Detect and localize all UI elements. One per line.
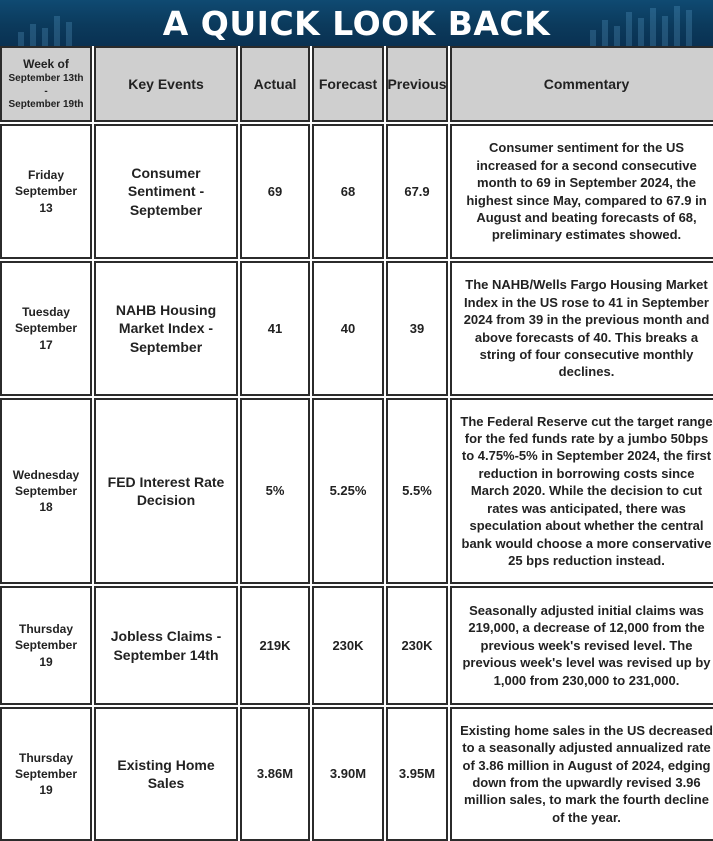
row-4-forecast: 230K [312, 586, 384, 705]
header-week [0, 46, 92, 122]
row-1-previous: 67.9 [386, 124, 448, 259]
header-commentary: Commentary [450, 46, 713, 122]
row-1-week [0, 124, 92, 259]
row-2-commentary: The NAHB/Wells Fargo Housing Market Index in the US rose to 41 in September 2024 from 39 in the previous month and above forecasts of 40. This breaks a string of four consecutive monthly declines. [450, 261, 713, 396]
row-2-event: NAHB Housing Market Index - September [94, 261, 238, 396]
row-4-week [0, 586, 92, 705]
header-forecast: Forecast [312, 46, 384, 122]
row-5-date: September 19 [14, 766, 78, 798]
row-1-actual: 69 [240, 124, 310, 259]
header-actual: Actual [240, 46, 310, 122]
row-4-commentary: Seasonally adjusted initial claims was 219,000, a decrease of 12,000 from the previous week's revised level. The previous week's level was revised up by 1,000 from 230,000 to 231,000. [450, 586, 713, 705]
row-2-previous: 39 [386, 261, 448, 396]
row-4-actual: 219K [240, 586, 310, 705]
row-2-day: Tuesday [22, 305, 70, 320]
row-1-day: Friday [27, 168, 64, 183]
row-3-commentary: The Federal Reserve cut the target range for the fed funds rate by a jumbo 50bps to 4.75%-5% in September 2024, the first reduction in borrowing costs since March 2020. While the decision to cut rates was anticipated, there was speculation about whether the central bank would choose a more conservative 25 bps reduction instead. [450, 398, 713, 584]
page-title: A QUICK LOOK BACK [162, 3, 551, 43]
row-3-day: Wednesday [12, 467, 80, 482]
row-5-event: Existing Home Sales [94, 707, 238, 841]
header-week-label: Week of [23, 56, 69, 71]
header-key-events: Key Events [94, 46, 238, 122]
events-table [0, 46, 713, 831]
row-3-previous: 5.5% [386, 398, 448, 584]
row-2-date: September 17 [14, 321, 78, 352]
row-5-day: Thursday [18, 750, 73, 765]
row-2-week [0, 261, 92, 396]
row-3-week [0, 398, 92, 584]
title-banner [0, 0, 713, 46]
row-4-event: Jobless Claims - September 14th [94, 586, 238, 705]
row-1-forecast: 68 [312, 124, 384, 259]
row-5-commentary: Existing home sales in the US decreased to a seasonally adjusted annualized rate of 3.86 million in August of 2024, edging down from the upwardly revised 3.96 million sales, to mark the fourth decline of the year. [450, 707, 713, 841]
row-3-event: FED Interest Rate Decision [94, 398, 238, 584]
row-3-date: September 18 [14, 483, 78, 515]
row-2-forecast: 40 [312, 261, 384, 396]
row-5-previous: 3.95M [386, 707, 448, 841]
header-week-range-end: September 19th [8, 99, 84, 111]
row-5-week [0, 707, 92, 841]
row-4-day: Thursday [18, 622, 73, 637]
row-4-previous: 230K [386, 586, 448, 705]
row-1-event: Consumer Sentiment - September [94, 124, 238, 259]
header-previous: Previous [386, 46, 448, 122]
row-3-forecast: 5.25% [312, 398, 384, 584]
row-5-forecast: 3.90M [312, 707, 384, 841]
row-4-date: September 19 [14, 638, 78, 669]
header-week-range-start: September 13th - [8, 73, 84, 98]
row-3-actual: 5% [240, 398, 310, 584]
row-1-date: September 13 [14, 184, 78, 215]
row-5-actual: 3.86M [240, 707, 310, 841]
row-2-actual: 41 [240, 261, 310, 396]
row-1-commentary: Consumer sentiment for the US increased for a second consecutive month to 69 in September 2024, the highest since May, compared to 67.9 in August and beating forecasts of 68, preliminary estimates showed. [450, 124, 713, 259]
